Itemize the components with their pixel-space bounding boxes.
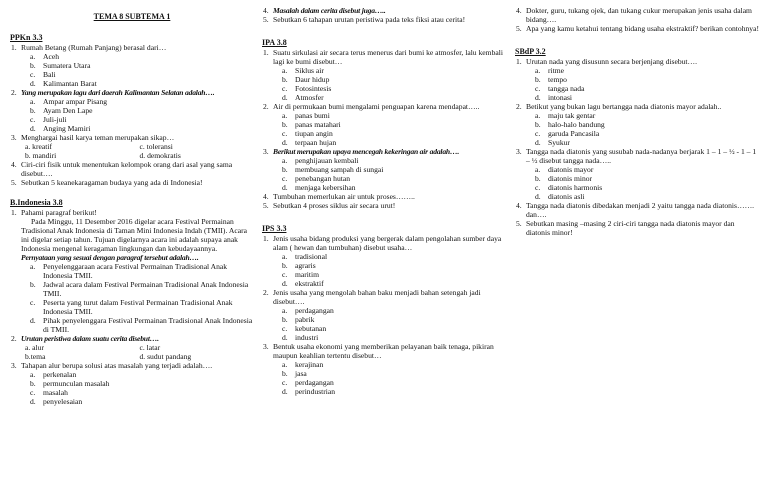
question-text: Sebutkan 6 tahapan urutan peristiwa pada teks fiksi atau cerita! [273,15,466,24]
option-item: c. tiupan angin [282,129,333,138]
question-prompt: Pernyataan yang sesuai dengan paragraf tersebut adalah…. [21,253,199,262]
column-1 [10,6,254,406]
question-text: Tumbuhan memerlukan air untuk proses…….. [273,192,415,201]
question-item: 2. Jenis usaha yang mengolah bahan baku menjadi bahan setengah jadi disebut…. a. perdagangan b. pabrik c. kebutanan d. industri [273,288,508,342]
question-text: Pahami paragraf berikut! [21,208,97,217]
question-text: Tahapan alur berupa solusi atas masalah yang terjadi adalah…. [21,361,213,370]
option-item: a. perdagangan [282,306,334,315]
option-item: a. alur [25,343,44,352]
option-item: c. Juli-juli [30,115,67,124]
question-item: 3. Tahapan alur berupa solusi atas masalah yang terjadi adalah…. a. perkenalan b. permunculan masalah c. masalah d. penyelesaian [21,361,254,406]
question-item: 1. Pahami paragraf berikut! Pada Minggu, 11 Desember 2016 digelar acara Festival Permainan Tradisional Anak Indonesia di Taman Mini Indonesia Indah (TMII). Acara ini digelar setiap tahun. Tujuan digelarnya acara ini adalah supaya anak Indonesia mengenal keragaman lingkungan dan kebudayaannya. Pernyataan yang sesuai dengan paragraf tersebut adalah…. a. Penyelenggaraan acara Festival Permainan Tradisional Anak Indonesia TMII. b. Jadwal acara dalam Festival Permainan Tradisional Anak Indonesia TMII. c. Peserta yang turut dalam Festival Permainan Tradisional Anak Indonesia TMII. d. Pihak penyelenggara Festival Permainan Tradisional Anak Indonesia di TMII. [11,208,253,334]
option-item: a. Siklus air [282,66,324,75]
question-text: Ciri-ciri fisik untuk menentukan kelompok orang dari asal yang sama disebut…. [21,160,233,178]
option-item: d. Kalimantan Barat [30,79,97,88]
option-item: a. perkenalan [30,370,77,379]
question-text: Tangga nada diatonis yang susubab nada-nadanya berjarak 1 – 1 – ½ - 1 – 1 – ½ disebut tangga nada….. [526,147,757,165]
option-item: b. halo-halo bandung [535,120,605,129]
option-item: d. perindustrian [282,387,336,396]
column-2 [262,6,508,396]
option-item: a. ritme [535,66,565,75]
option-item: d. menjaga kebersihan [282,183,356,192]
question-item: 4. Tangga nada diatonis dibedakan menjadi 2 yaitu tangga nada diatonis……. dan…. [516,201,755,219]
section-heading-ips: IPS 3.3 [262,224,287,233]
question-item: 2. Air di permukaan bumi mengalami penguapan karena mendapat….. a. panas bumi b. panas matahari c. tiupan angin d. terpaan hujan [273,102,508,147]
question-text: Urutan nada yang disusunn secara berjenjang disebut…. [526,57,698,66]
option-item: d. intonasi [535,93,573,102]
option-item: b. permunculan masalah [30,379,110,388]
option-item: c. Peserta yang turut dalam Festival Permainan Tradisional Anak Indonesia TMII. [30,298,233,316]
option-item: b. tempo [535,75,567,84]
question-text: Sebutkan 5 keanekaragaman budaya yang ada di Indonesia! [21,178,203,187]
question-text: Jenis usaha yang mengolah bahan baku menjadi bahan setengah jadi disebut…. [273,288,481,306]
question-text: Sebutkan 4 proses siklus air secara urut! [273,201,396,210]
option-item: d. diatonis asli [535,192,585,201]
question-text: Suatu sirkulasi air secara terus menerus dari bumi ke atmosfer, lalu kembali lagi ke bumi disebut… [273,48,503,66]
ppkn-questions [10,43,254,187]
question-text: Urutan peristiwa dalam suatu cerita disebut…. [21,334,159,343]
option-item: b. mandiri [25,151,57,160]
option-item: d. demokratis [139,151,181,160]
option-item: a. Penyelenggaraan acara Festival Permainan Tradisional Anak Indonesia TMII. [30,262,228,280]
option-list [273,156,508,192]
worksheet-title: TEMA 8 SUBTEMA 1 [93,12,171,21]
option-list [21,97,254,133]
option-grid [21,343,254,361]
question-item: 3. Bentuk usaha ekonomi yang memberikan pelayanan baik tenaga, pikiran maupun keahlian tertentu disebut… a. kerajinan b. jasa c. perdagangan d. perindustrian [273,342,508,396]
question-item: 1. Suatu sirkulasi air secara terus menerus dari bumi ke atmosfer, lalu kembali lagi ke bumi disebut… a. Siklus air b. Daur hidup c. Fotosintesis d. Atmosfer [273,48,508,102]
question-item: 5. Sebutkan masing –masing 2 ciri-ciri tangga nada diatonis mayor dan diatonis minor! [516,219,735,237]
option-item: b. agraris [282,261,316,270]
option-item: a. Ampar ampar Pisang [30,97,108,106]
option-item: d. Anging Mamiri [30,124,91,133]
option-list [21,52,254,88]
question-item: 4. Dokter, guru, tukang ojek, dan tukang cukur merupakan jenis usaha dalam bidang…. [516,6,752,24]
option-item: d. Syukur [535,138,570,147]
option-item: a. penghijauan kembali [282,156,359,165]
option-list [273,252,508,288]
option-item: b. Sumatera Utara [30,61,91,70]
option-item: b. membuang sampah di sungai [282,165,384,174]
question-text: Jenis usaha bidang produksi yang bergerak dalam pengolahan sumber daya alam ( hewan dan tumbuhan) disebut usaha… [273,234,502,252]
option-item: c. maritim [282,270,320,279]
option-item: c. perdagangan [282,378,334,387]
option-item: d. sudut pandang [139,352,192,361]
question-item: 5. Apa yang kamu ketahui tentang bidang usaha ekstraktif? berikan contohnya! [516,24,760,33]
option-item: c. latar [139,343,161,352]
option-item: d. ekstraktif [282,279,324,288]
option-item: d. industri [282,333,319,342]
option-item: a. panas bumi [282,111,330,120]
option-item: c. toleransi [139,142,173,151]
option-item: b. Jadwal acara dalam Festival Permainan Tradisional Anak Indonesia TMII. [30,280,249,298]
option-item: a. diatonis mayor [535,165,594,174]
option-item: c. diatonis harmonis [535,183,603,192]
question-text: Betikut yang bukan lagu bertangga nada diatonis mayor adalah.. [526,102,722,111]
bindo-questions [10,208,254,406]
question-item: 3. Berikut merupakan upaya mencegah kekeringan air adalah…. a. penghijauan kembali b. membuang sampah di sungai c. penebangan hutan d. menjaga kebersihan [273,147,508,192]
sbdp-questions [515,57,759,237]
column-3 [515,6,759,237]
option-list [526,111,759,147]
option-item: c. penebangan hutan [282,174,351,183]
question-item: 2. Yang merupakan lagu dari daerah Kalimantan Selatan adalah…. a. Ampar ampar Pisang b. Ayam Den Lape c. Juli-juli d. Anging Mamiri [21,88,254,133]
option-list [273,306,508,342]
question-text: Masalah dalam cerita disebut juga….. [273,6,386,15]
bindo-questions-cont [262,6,508,24]
option-list [21,262,254,334]
option-item: b.tema [25,352,46,361]
option-grid [21,142,254,160]
question-item: 4. Tumbuhan memerlukan air untuk proses…….. [263,192,415,201]
option-item: b. Ayam Den Lape [30,106,93,115]
option-list [273,66,508,102]
option-item: c. Fotosintesis [282,84,332,93]
question-text: Air di permukaan bumi mengalami penguapan karena mendapat….. [273,102,480,111]
option-item: a. kerajinan [282,360,324,369]
question-text: Rumah Betang (Rumah Panjang) berasal dari… [21,43,167,52]
ips-questions-cont [515,6,759,33]
option-item: a. kreatif [25,142,52,151]
section-heading-bindo: B.Indonesia 3.8 [10,198,63,207]
option-item: c. Bali [30,70,56,79]
question-text: Bentuk usaha ekonomi yang memberikan pelayanan baik tenaga, pikiran maupun keahlian tertentu disebut… [273,342,494,360]
option-item: c. tangga nada [535,84,585,93]
option-list [273,360,508,396]
option-item: b. Daur hidup [282,75,330,84]
question-item: 5. Sebutkan 5 keanekaragaman budaya yang ada di Indonesia! [11,178,203,187]
option-item: c. masalah [30,388,68,397]
question-text: Berikut merupakan upaya mencegah kekeringan air adalah…. [273,147,460,156]
option-item: b. pabrik [282,315,315,324]
option-item: b. diatonis minor [535,174,593,183]
section-heading-ppkn: PPKn 3.3 [10,33,43,42]
option-item: a. tradisional [282,252,328,261]
option-item: c. garuda Pancasila [535,129,600,138]
question-item: 3. Tangga nada diatonis yang susubab nada-nadanya berjarak 1 – 1 – ½ - 1 – 1 – ½ disebut tangga nada….. a. diatonis mayor b. diatonis minor c. diatonis harmonis d. diatonis asli [526,147,759,201]
question-item: 4. Masalah dalam cerita disebut juga….. [263,6,386,15]
option-item: b. jasa [282,369,307,378]
option-list [526,165,759,201]
question-item: 1. Jenis usaha bidang produksi yang bergerak dalam pengolahan sumber daya alam ( hewan dan tumbuhan) disebut usaha… a. tradisional b. agraris c. maritim d. ekstraktif [273,234,508,288]
option-item: b. panas matahari [282,120,341,129]
option-list [526,66,759,102]
question-item: 4. Ciri-ciri fisik untuk menentukan kelompok orang dari asal yang sama disebut…. [11,160,233,178]
ipa-questions [262,48,508,210]
option-item: c. kebutanan [282,324,327,333]
section-heading-sbdp: SBdP 3.2 [515,47,546,56]
section-heading-ipa: IPA 3.8 [262,38,287,47]
question-item: 2. Urutan peristiwa dalam suatu cerita disebut…. a. alur c. latar b.tema d. sudut pandang [21,334,254,361]
option-item: d. Pihak penyelenggara Festival Permainan Tradisional Anak Indonesia di TMII. [30,316,253,334]
question-text: Tangga nada diatonis dibedakan menjadi 2 yaitu tangga nada diatonis……. dan…. [526,201,755,219]
option-item: d. penyelesaian [30,397,83,406]
question-text: Yang merupakan lagu dari daerah Kalimantan Selatan adalah…. [21,88,215,97]
question-text: Sebutkan masing –masing 2 ciri-ciri tangga nada diatonis mayor dan diatonis minor! [526,219,735,237]
question-text: Menghargai hasil karya teman merupakan sikap… [21,133,175,142]
option-item: a. Aceh [30,52,60,61]
option-item: a. maju tak gentar [535,111,596,120]
option-list [21,370,254,406]
question-text: Dokter, guru, tukang ojek, dan tukang cukur merupakan jenis usaha dalam bidang…. [526,6,752,24]
question-item: 1. Urutan nada yang disusunn secara berjenjang disebut…. a. ritme b. tempo c. tangga nada d. intonasi [526,57,759,102]
question-item: 5. Sebutkan 4 proses siklus air secara urut! [263,201,396,210]
question-item: 1. Rumah Betang (Rumah Panjang) berasal dari… a. Aceh b. Sumatera Utara c. Bali d. Kalimantan Barat [21,43,254,88]
ips-questions [262,234,508,396]
question-text: Apa yang kamu ketahui tentang bidang usaha ekstraktif? berikan contohnya! [526,24,760,33]
option-item: d. Atmosfer [282,93,324,102]
option-item: d. terpaan hujan [282,138,337,147]
reading-paragraph: Pada Minggu, 11 Desember 2016 digelar acara Festival Permainan Tradisional Anak Indonesia di Taman Mini Indonesia Indah (TMII). Acara ini digelar setiap tahun. Tujuan digelarnya acara ini adalah supaya anak Indonesia mengenal keragaman lingkungan dan kebudayaannya. [21,217,247,253]
question-item: 3. Menghargai hasil karya teman merupakan sikap… a. kreatif c. toleransi b. mandiri d. demokratis [21,133,254,160]
option-list [273,111,508,147]
question-item: 2. Betikut yang bukan lagu bertangga nada diatonis mayor adalah.. a. maju tak gentar b. halo-halo bandung c. garuda Pancasila d. Syukur [526,102,759,147]
question-item: 5. Sebutkan 6 tahapan urutan peristiwa pada teks fiksi atau cerita! [263,15,466,24]
